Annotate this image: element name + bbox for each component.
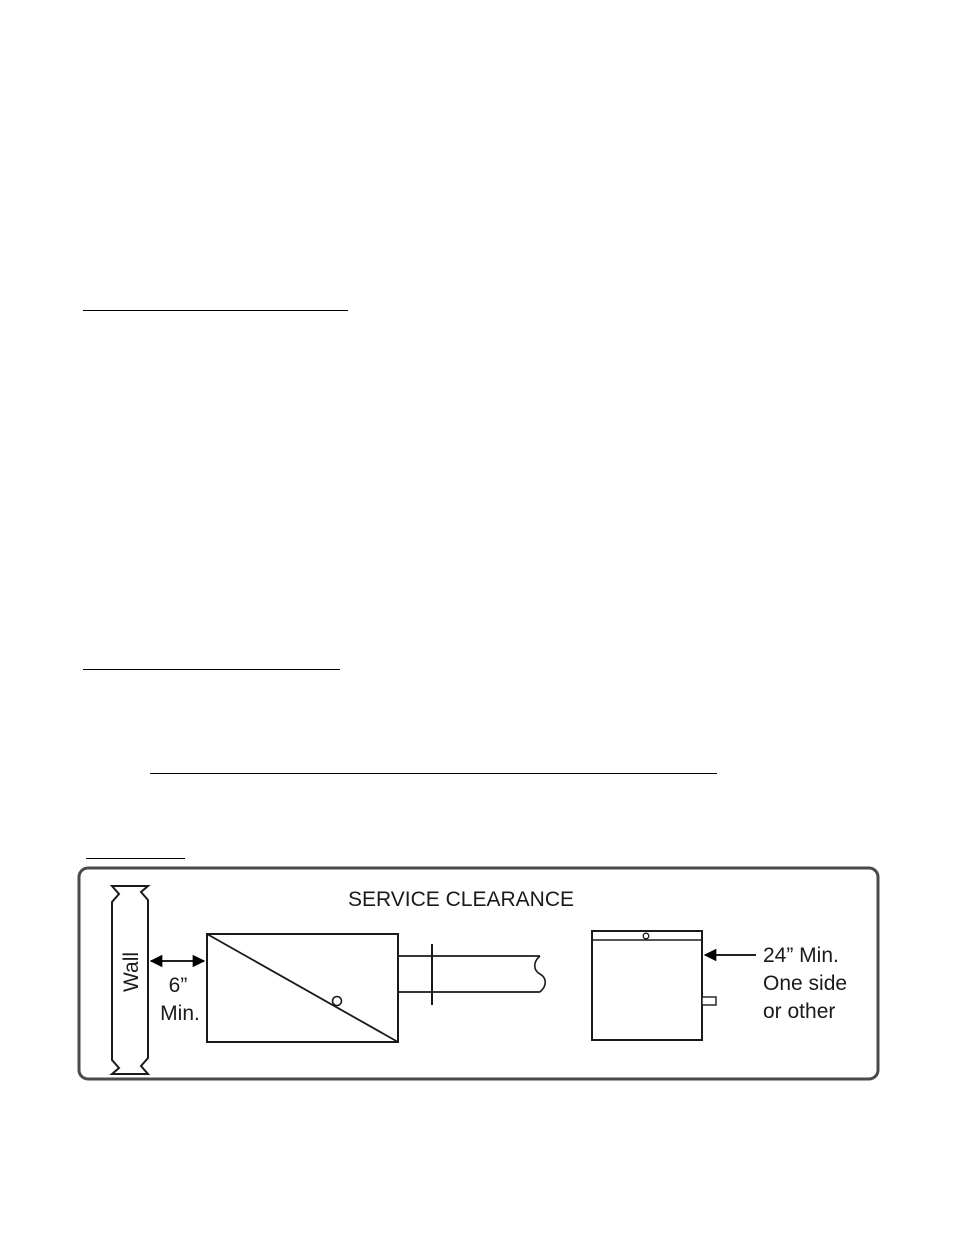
right-clearance-line1: 24” Min. [763, 944, 839, 967]
end-view-port-icon [643, 933, 649, 939]
diagram-title: SERVICE CLEARANCE [347, 888, 575, 911]
left-clearance-line2: Min. [160, 1002, 200, 1025]
right-clearance-line3: or other [763, 1000, 836, 1023]
heater-end-view [592, 931, 702, 1040]
heater-port-icon [333, 997, 342, 1006]
right-clearance-line2: One side [763, 972, 848, 995]
wall-label: Wall [120, 951, 143, 993]
left-clearance-line1: 6” [168, 974, 188, 997]
end-view-nozzle [702, 997, 716, 1005]
